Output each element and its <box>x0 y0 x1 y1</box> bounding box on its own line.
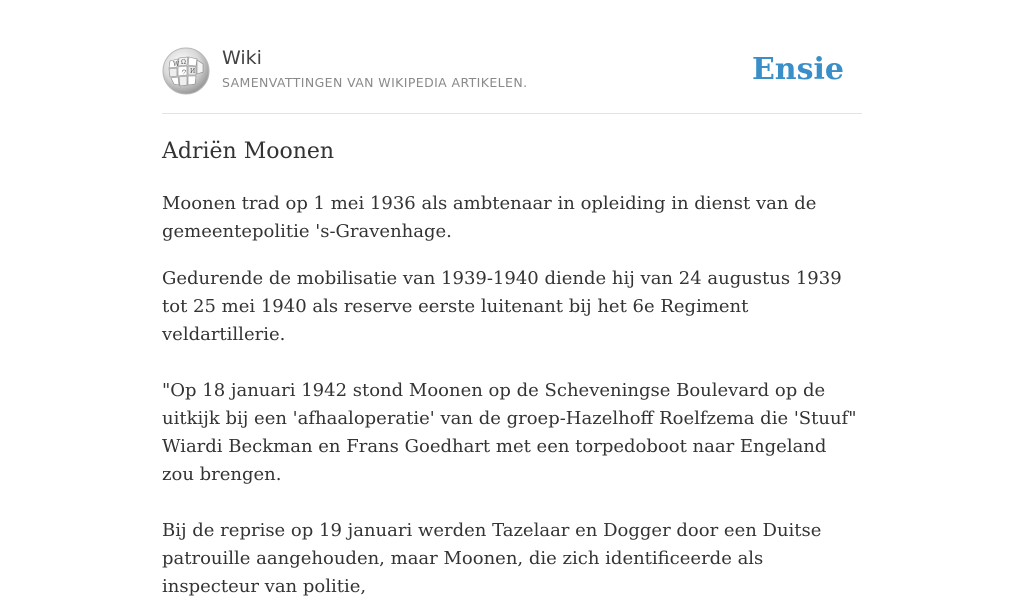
svg-text:ウ: ウ <box>181 69 188 76</box>
header-divider <box>162 113 862 114</box>
article-paragraph: Bij de reprise op 19 januari werden Tazelaar en Dogger door een Duitse patrouille aangehouden, maar Moonen, die zich identificeerde als inspecteur van politie, <box>162 520 822 597</box>
svg-text:Ω: Ω <box>181 59 186 66</box>
article-paragraph: Gedurende de mobilisatie van 1939-1940 diende hij van 24 augustus 1939 tot 25 mei 1940 als reserve eerste luitenant bij het 6e Regiment veldartillerie. <box>162 268 842 345</box>
article-paragraph: Moonen trad op 1 mei 1936 als ambtenaar in opleiding in dienst van de gemeentepolitie 's-Gravenhage. <box>162 193 817 242</box>
site-name[interactable]: Wiki <box>222 47 262 69</box>
article-paragraph: "Op 18 januari 1942 stond Moonen op de Scheveningse Boulevard op de uitkijk bij een 'afhaaloperatie' van de groep-Hazelhoff Roelfzema die 'Stuuf" Wiardi Beckman en Frans Goedhart met een torpedoboot naar Engeland zou brengen. <box>162 380 857 485</box>
svg-text:И: И <box>190 68 196 75</box>
wikipedia-globe-icon[interactable] <box>162 47 210 95</box>
site-tagline: SAMENVATTINGEN VAN WIKIPEDIA ARTIKELEN. <box>222 75 528 90</box>
brand-logo-link[interactable]: Ensie <box>751 52 844 87</box>
article-title: Adriën Moonen <box>162 139 335 164</box>
article-content <box>162 136 862 601</box>
svg-text:W: W <box>173 61 180 68</box>
site-header <box>162 44 862 100</box>
